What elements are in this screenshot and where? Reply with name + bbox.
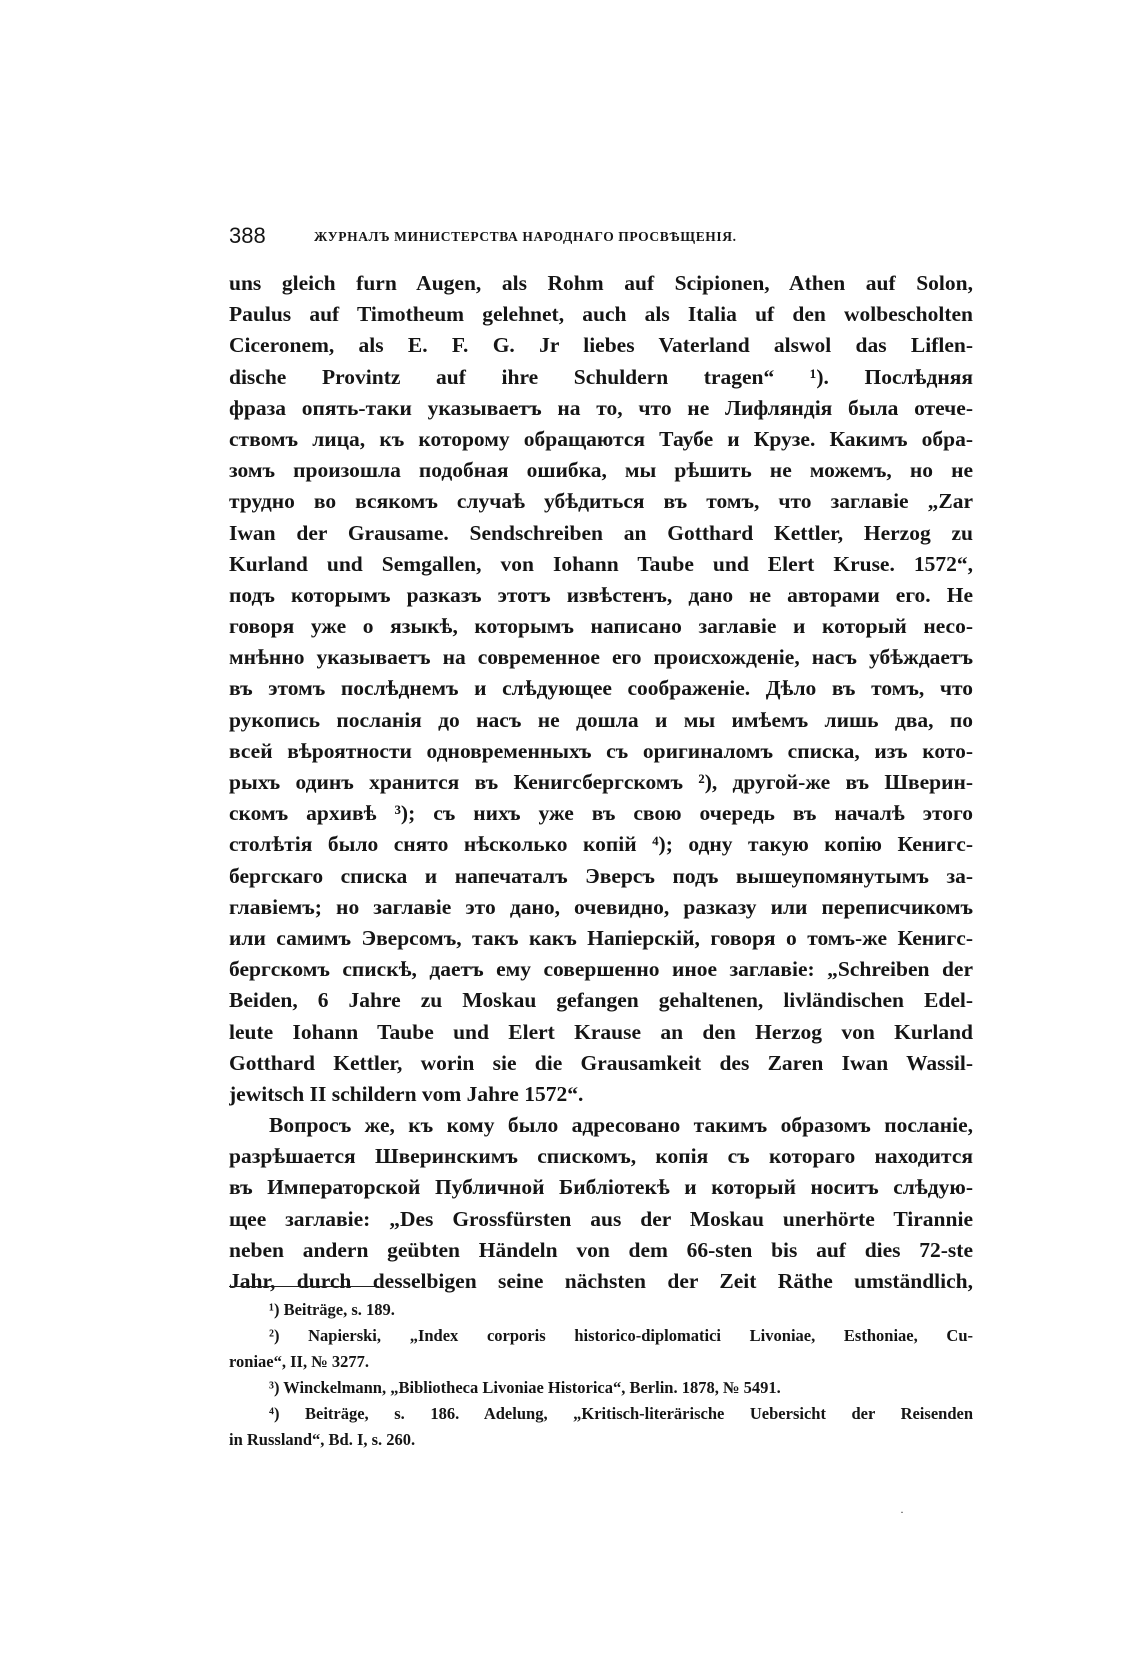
body-line: фраза опять-таки указываетъ на то, что не Лифляндія была отече-: [229, 395, 973, 420]
footnotes: [229, 1297, 973, 1453]
body-line: скомъ архивѣ ³); съ нихъ уже въ свою очередь въ началѣ этого: [229, 801, 973, 826]
stray-ink-mark: ·: [900, 1505, 904, 1519]
body-line: Gotthard Kettler, worin sie die Grausamkeit des Zaren Iwan Wassil-: [229, 1050, 973, 1075]
body-line: рукопись посланія до насъ не дошла и мы имѣемъ лишь два, по: [229, 707, 973, 732]
body-line: трудно во всякомъ случаѣ убѣдиться въ томъ, что заглавіе „Zar: [229, 489, 973, 514]
body-line: щее заглавіе: „Des Grossfürsten aus der Moskau unerhörte Tirannie: [229, 1206, 973, 1231]
footnote-4-continued: in Russland“, Bd. I, s. 260.: [229, 1430, 416, 1449]
body-line: Iwan der Grausame. Sendschreiben an Gotthard Kettler, Herzog zu: [229, 520, 973, 545]
page-header: [229, 222, 973, 262]
body-line: uns gleich furn Augen, als Rohm auf Scipionen, Athen auf Solon,: [229, 271, 973, 295]
body-line: всей вѣроятности одновременныхъ съ оригиналомъ списка, изъ кото-: [229, 738, 973, 763]
body-line: мнѣнно указываетъ на современное его происхожденіе, насъ убѣждаетъ: [229, 645, 973, 670]
footnote-3: ³) Winckelmann, „Bibliotheca Livoniae Historica“, Berlin. 1878, № 5491.: [269, 1378, 781, 1397]
page-number: 388: [229, 223, 266, 248]
body-line: Kurland und Semgallen, von Iohann Taube und Elert Kruse. 1572“,: [229, 551, 973, 576]
body-line: говоря уже о языкѣ, которымъ написано заглавіе и который несо-: [229, 614, 973, 639]
body-line: Jahr, durch desselbigen seine nächsten der Zeit Räthe umständlich,: [229, 1269, 973, 1293]
body-line: въ этомъ послѣднемъ и слѣдующее соображеніе. Дѣло въ томъ, что: [229, 676, 973, 701]
body-line: Beiden, 6 Jahre zu Moskau gefangen gehaltenen, livländischen Edel-: [229, 988, 973, 1013]
footnote-1: ¹) Beiträge, s. 189.: [269, 1300, 395, 1319]
body-line: leute Iohann Taube und Elert Krause an den Herzog von Kurland: [229, 1019, 973, 1044]
body-line: подъ которымъ разказъ этотъ извѣстенъ, дано не авторами его. Не: [229, 582, 973, 607]
body-line: бергскаго списка и напечаталъ Эверсъ подъ вышеупомянутымъ за-: [229, 863, 973, 888]
footnote-2-continued: roniae“, II, № 3277.: [229, 1352, 370, 1371]
body-line: ствомъ лица, къ которому обращаются Таубе и Крузе. Какимъ обра-: [229, 426, 973, 451]
body-line: рыхъ одинъ хранится въ Кенигсбергскомъ ²), другой-же въ Шверин-: [229, 770, 973, 794]
body-line: столѣтія было снято нѣсколько копій ⁴); одну такую копію Кенигс-: [229, 832, 973, 857]
body-line: или самимъ Эверсомъ, такъ какъ Напіерскій, говоря о томъ-же Кенигс-: [229, 925, 973, 950]
body-line: neben andern geübten Händeln von dem 66-sten bis auf dies 72-ste: [229, 1237, 973, 1262]
footnote-divider: [229, 1286, 379, 1287]
body-line: dische Provintz auf ihre Schuldern tragen“ ¹). Послѣдняя: [229, 364, 973, 389]
footnote-2: ²) Napierski, „Index corporis historico-diplomatici Livoniae, Esthoniae, Cu-: [269, 1326, 973, 1345]
footnote-4: ⁴) Beiträge, s. 186. Adelung, „Kritisch-literärische Uebersicht der Reisenden: [269, 1404, 973, 1423]
body-line: разрѣшается Шверинскимъ спискомъ, копія съ котораго находится: [229, 1144, 973, 1169]
body-line: Paulus auf Timotheum gelehnet, auch als Italia uf den wolbescholten: [229, 302, 973, 327]
body-line: зомъ произошла подобная ошибка, мы рѣшить не можемъ, но не: [229, 458, 973, 483]
body-line: jewitsch II schildern vom Jahre 1572“.: [229, 1081, 584, 1106]
body-line: Ciceronem, als E. F. G. Jr liebes Vaterland alswol das Liflen-: [229, 333, 973, 358]
paragraph-first-line: Вопросъ же, къ кому было адресовано такимъ образомъ посланіе,: [269, 1113, 973, 1138]
body-line: въ Императорской Публичной Библіотекѣ и который носитъ слѣдую-: [229, 1175, 973, 1200]
body-line: главіемъ; но заглавіе это дано, очевидно, разказу или переписчикомъ: [229, 894, 973, 919]
body-line: бергскомъ спискѣ, даетъ ему совершенно иное заглавіе: „Schreiben der: [229, 957, 973, 982]
running-head: ЖУРНАЛЪ МИНИСТЕРСТВА НАРОДНАГО ПРОСВѢЩЕНІЯ.: [314, 229, 737, 244]
body-text: [229, 268, 973, 1297]
